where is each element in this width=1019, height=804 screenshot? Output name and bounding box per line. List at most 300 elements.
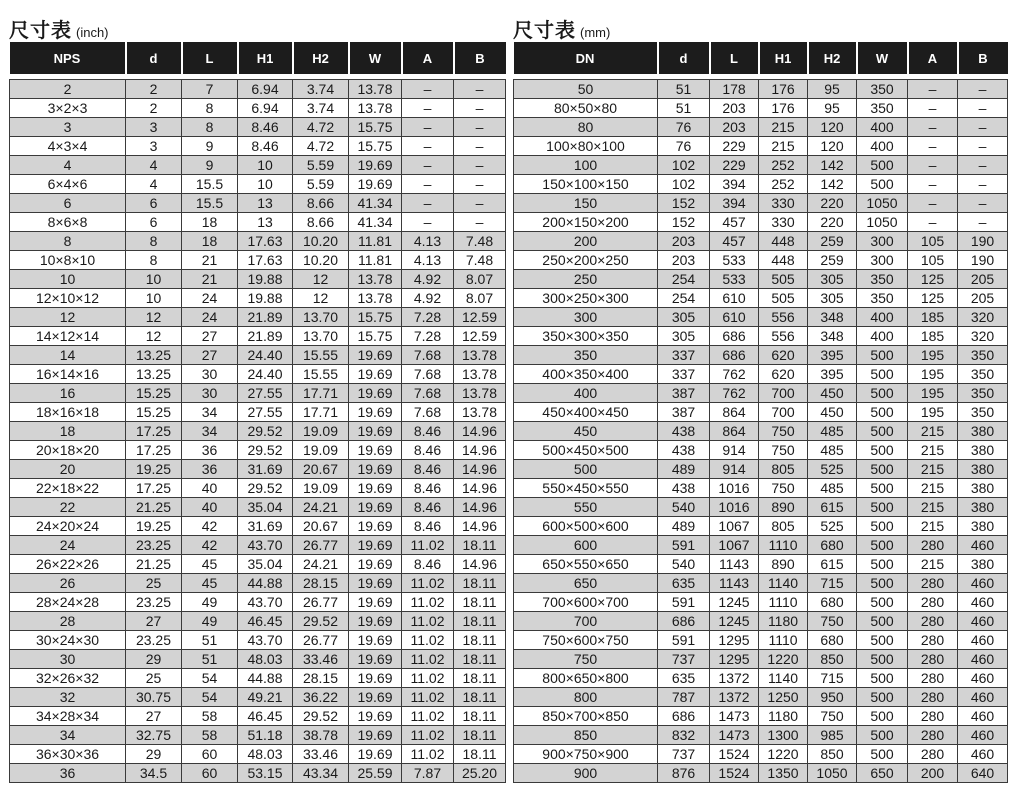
table-cell: 1140	[759, 669, 808, 688]
table-cell: 280	[908, 536, 958, 555]
table-cell: –	[958, 80, 1008, 99]
table-cell: 215	[908, 498, 958, 517]
table-cell: 460	[958, 745, 1008, 764]
table-cell: 1524	[710, 745, 759, 764]
table-cell: 4.92	[402, 270, 454, 289]
table-cell: 3	[10, 118, 126, 137]
table-cell: 12	[126, 308, 182, 327]
table-cell: 6.94	[238, 99, 293, 118]
table-cell: 1250	[759, 688, 808, 707]
table-cell: –	[402, 80, 454, 99]
table-cell: 190	[958, 251, 1008, 270]
table-cell: 102	[658, 156, 710, 175]
table-cell: 12×10×12	[10, 289, 126, 308]
table-row	[514, 745, 1008, 764]
table-cell: 4.92	[402, 289, 454, 308]
table-cell: 686	[658, 612, 710, 631]
table-cell: 11.02	[402, 726, 454, 745]
table-cell: 489	[658, 517, 710, 536]
table-cell: 1372	[710, 688, 759, 707]
table-cell: 125	[908, 289, 958, 308]
table-cell: 29.52	[238, 422, 293, 441]
table-cell: 18.11	[454, 593, 506, 612]
table-cell: 120	[808, 137, 857, 156]
table-cell: 26	[10, 574, 126, 593]
table-cell: 500	[857, 346, 908, 365]
table-row	[10, 631, 506, 650]
table-cell: 1180	[759, 707, 808, 726]
table-cell: 1295	[710, 650, 759, 669]
table-cell: 51	[658, 99, 710, 118]
table-cell: 14.96	[454, 479, 506, 498]
table-cell: 13.25	[126, 365, 182, 384]
table-cell: 19.69	[349, 707, 402, 726]
table-row	[514, 498, 1008, 517]
table-cell: 32.75	[126, 726, 182, 745]
table-cell: 32×26×32	[10, 669, 126, 688]
table-cell: 750	[759, 441, 808, 460]
table-row	[514, 669, 1008, 688]
mm-dimension-table	[513, 42, 1008, 783]
table-cell: 19.69	[349, 612, 402, 631]
table-cell: 337	[658, 346, 710, 365]
table-cell: 12.59	[454, 327, 506, 346]
table-cell: 24	[182, 308, 238, 327]
table-cell: 4	[10, 156, 126, 175]
table-cell: 105	[908, 251, 958, 270]
table-cell: 185	[908, 308, 958, 327]
table-cell: 3.74	[293, 80, 349, 99]
table-cell: 750	[759, 422, 808, 441]
table-cell: 850	[514, 726, 658, 745]
table-cell: 387	[658, 403, 710, 422]
table-cell: 48.03	[238, 650, 293, 669]
table-cell: 14.96	[454, 517, 506, 536]
table-cell: 259	[808, 251, 857, 270]
table-cell: 19.69	[349, 403, 402, 422]
table-cell: 29	[126, 650, 182, 669]
table-cell: 18.11	[454, 536, 506, 555]
table-cell: 35.04	[238, 498, 293, 517]
table-cell: 500	[857, 365, 908, 384]
table-cell: 19.69	[349, 156, 402, 175]
table-cell: 10	[238, 156, 293, 175]
table-cell: 500	[857, 498, 908, 517]
table-cell: 380	[958, 555, 1008, 574]
table-cell: 914	[710, 460, 759, 479]
table-cell: 54	[182, 669, 238, 688]
table-cell: 540	[658, 498, 710, 517]
table-cell: 556	[759, 308, 808, 327]
table-cell: 700	[759, 384, 808, 403]
table-cell: 615	[808, 498, 857, 517]
table-cell: 45	[182, 555, 238, 574]
table-row	[10, 555, 506, 574]
table-cell: 13.78	[349, 99, 402, 118]
table-cell: 350	[514, 346, 658, 365]
table-cell: 715	[808, 574, 857, 593]
table-cell: –	[402, 99, 454, 118]
table-cell: 610	[710, 289, 759, 308]
table-row	[10, 498, 506, 517]
table-cell: 11.02	[402, 707, 454, 726]
table-cell: 300	[514, 308, 658, 327]
table-cell: 190	[958, 232, 1008, 251]
table-cell: 4	[126, 175, 182, 194]
table-cell: –	[454, 118, 506, 137]
table-row	[514, 574, 1008, 593]
table-cell: 7.68	[402, 346, 454, 365]
table-cell: –	[454, 99, 506, 118]
table-cell: 80	[514, 118, 658, 137]
table-cell: 20×18×20	[10, 441, 126, 460]
inch-col-header: B	[454, 42, 506, 74]
table-cell: 8	[10, 232, 126, 251]
table-cell: 34	[182, 422, 238, 441]
table-cell: 591	[658, 631, 710, 650]
table-cell: 525	[808, 460, 857, 479]
table-cell: 142	[808, 156, 857, 175]
table-cell: 24×20×24	[10, 517, 126, 536]
table-cell: 252	[759, 175, 808, 194]
table-cell: 805	[759, 517, 808, 536]
table-cell: 505	[759, 289, 808, 308]
table-cell: 750	[514, 650, 658, 669]
table-cell: 31.69	[238, 517, 293, 536]
table-cell: 500	[857, 441, 908, 460]
table-cell: 19.69	[349, 498, 402, 517]
table-cell: 17.25	[126, 422, 182, 441]
table-cell: 900×750×900	[514, 745, 658, 764]
table-cell: 33.46	[293, 745, 349, 764]
table-cell: 350	[857, 99, 908, 118]
table-row	[514, 612, 1008, 631]
table-row	[10, 175, 506, 194]
table-cell: –	[908, 137, 958, 156]
table-cell: 15.5	[182, 175, 238, 194]
table-cell: 750×600×750	[514, 631, 658, 650]
table-cell: 42	[182, 536, 238, 555]
table-cell: 11.81	[349, 232, 402, 251]
table-cell: 7.68	[402, 403, 454, 422]
table-cell: 30.75	[126, 688, 182, 707]
table-cell: 305	[658, 327, 710, 346]
table-cell: 18	[10, 422, 126, 441]
table-cell: 300×250×300	[514, 289, 658, 308]
table-cell: 4.13	[402, 251, 454, 270]
table-cell: 19.69	[349, 422, 402, 441]
table-cell: –	[908, 213, 958, 232]
table-cell: 280	[908, 574, 958, 593]
table-cell: –	[958, 118, 1008, 137]
table-cell: 400	[857, 118, 908, 137]
table-cell: 250×200×250	[514, 251, 658, 270]
mm-col-header: A	[908, 42, 958, 74]
table-cell: 8.46	[402, 498, 454, 517]
table-cell: 41.34	[349, 194, 402, 213]
table-cell: 13	[238, 194, 293, 213]
inch-col-header: H2	[293, 42, 349, 74]
table-row	[10, 612, 506, 631]
table-cell: –	[908, 156, 958, 175]
table-cell: 600×500×600	[514, 517, 658, 536]
table-cell: 13	[238, 213, 293, 232]
mm-table-title	[513, 0, 1008, 42]
table-cell: 1050	[857, 213, 908, 232]
table-cell: 26.77	[293, 593, 349, 612]
table-cell: 142	[808, 175, 857, 194]
table-cell: 21.89	[238, 327, 293, 346]
table-cell: 13.78	[454, 346, 506, 365]
table-cell: 1300	[759, 726, 808, 745]
table-cell: 864	[710, 422, 759, 441]
table-cell: 19.25	[126, 517, 182, 536]
table-row	[10, 80, 506, 99]
table-cell: 500	[857, 555, 908, 574]
inch-table-body	[10, 74, 506, 783]
table-cell: 650	[857, 764, 908, 783]
table-cell: –	[958, 194, 1008, 213]
table-cell: 30	[182, 365, 238, 384]
table-cell: 1050	[808, 764, 857, 783]
table-cell: 11.02	[402, 688, 454, 707]
table-row	[10, 194, 506, 213]
table-cell: 450	[808, 384, 857, 403]
table-row	[10, 479, 506, 498]
table-cell: 300	[857, 232, 908, 251]
table-cell: 152	[658, 194, 710, 213]
table-cell: 26.77	[293, 631, 349, 650]
table-cell: 5.59	[293, 175, 349, 194]
table-cell: 26.77	[293, 536, 349, 555]
table-row	[10, 384, 506, 403]
table-cell: 203	[710, 99, 759, 118]
table-cell: 8.07	[454, 270, 506, 289]
table-cell: 7.28	[402, 308, 454, 327]
table-row	[514, 688, 1008, 707]
table-cell: 18×16×18	[10, 403, 126, 422]
table-cell: 19.69	[349, 555, 402, 574]
table-cell: 448	[759, 251, 808, 270]
table-cell: 16×14×16	[10, 365, 126, 384]
table-row	[10, 460, 506, 479]
table-cell: 34×28×34	[10, 707, 126, 726]
table-cell: 876	[658, 764, 710, 783]
table-cell: 635	[658, 574, 710, 593]
table-cell: 51	[182, 631, 238, 650]
inch-col-header: H1	[238, 42, 293, 74]
table-row	[10, 669, 506, 688]
table-cell: 4.72	[293, 118, 349, 137]
table-row	[514, 137, 1008, 156]
table-cell: 350	[958, 384, 1008, 403]
inch-dimension-section	[9, 0, 506, 783]
table-cell: 890	[759, 555, 808, 574]
table-cell: 17.63	[238, 251, 293, 270]
table-row	[514, 536, 1008, 555]
table-cell: 80×50×80	[514, 99, 658, 118]
table-row	[514, 308, 1008, 327]
table-cell: 280	[908, 707, 958, 726]
table-cell: 215	[908, 479, 958, 498]
inch-col-header: d	[126, 42, 182, 74]
table-cell: 500	[857, 403, 908, 422]
table-cell: 914	[710, 441, 759, 460]
table-cell: 457	[710, 213, 759, 232]
table-cell: 8.46	[402, 479, 454, 498]
table-cell: 8×6×8	[10, 213, 126, 232]
table-cell: –	[908, 99, 958, 118]
table-cell: 11.81	[349, 251, 402, 270]
table-cell: 100	[514, 156, 658, 175]
table-cell: 1372	[710, 669, 759, 688]
table-cell: 890	[759, 498, 808, 517]
table-cell: 460	[958, 726, 1008, 745]
table-cell: 650×550×650	[514, 555, 658, 574]
table-cell: 591	[658, 536, 710, 555]
table-row	[514, 460, 1008, 479]
table-cell: 8.46	[402, 422, 454, 441]
mm-col-header: H2	[808, 42, 857, 74]
table-cell: 54	[182, 688, 238, 707]
table-cell: 200	[514, 232, 658, 251]
table-cell: 620	[759, 365, 808, 384]
table-cell: 4×3×4	[10, 137, 126, 156]
table-cell: 330	[759, 194, 808, 213]
table-cell: 40	[182, 498, 238, 517]
table-cell: 380	[958, 517, 1008, 536]
table-cell: 150	[514, 194, 658, 213]
table-cell: 7	[182, 80, 238, 99]
table-cell: 2	[10, 80, 126, 99]
table-cell: 8.46	[238, 118, 293, 137]
table-row	[10, 308, 506, 327]
table-cell: 100×80×100	[514, 137, 658, 156]
table-cell: 3×2×3	[10, 99, 126, 118]
table-cell: 500	[857, 422, 908, 441]
table-cell: 22×18×22	[10, 479, 126, 498]
table-cell: 3.74	[293, 99, 349, 118]
table-cell: 18.11	[454, 574, 506, 593]
table-cell: 254	[658, 270, 710, 289]
table-cell: 380	[958, 498, 1008, 517]
table-cell: 29.52	[238, 479, 293, 498]
table-cell: 12	[126, 327, 182, 346]
table-cell: 280	[908, 688, 958, 707]
table-cell: 19.69	[349, 441, 402, 460]
table-cell: 8.46	[402, 517, 454, 536]
table-row	[10, 327, 506, 346]
table-cell: 259	[808, 232, 857, 251]
table-cell: 500	[857, 726, 908, 745]
table-cell: 7.68	[402, 365, 454, 384]
table-cell: –	[454, 137, 506, 156]
inch-col-header: L	[182, 42, 238, 74]
mm-col-header: H1	[759, 42, 808, 74]
table-row	[10, 517, 506, 536]
table-cell: 1245	[710, 612, 759, 631]
table-row	[514, 650, 1008, 669]
table-row	[514, 270, 1008, 289]
table-cell: 18.11	[454, 688, 506, 707]
table-cell: 23.25	[126, 536, 182, 555]
table-row	[514, 384, 1008, 403]
table-cell: 7.28	[402, 327, 454, 346]
table-cell: 3	[126, 137, 182, 156]
table-cell: 36	[182, 441, 238, 460]
table-row	[514, 631, 1008, 650]
table-cell: 17.25	[126, 479, 182, 498]
table-cell: 1140	[759, 574, 808, 593]
table-cell: 640	[958, 764, 1008, 783]
table-row	[514, 365, 1008, 384]
table-cell: 42	[182, 517, 238, 536]
table-cell: 750	[808, 612, 857, 631]
table-cell: 460	[958, 688, 1008, 707]
table-cell: 394	[710, 194, 759, 213]
table-cell: 15.5	[182, 194, 238, 213]
table-cell: 254	[658, 289, 710, 308]
table-cell: 762	[710, 365, 759, 384]
table-cell: 205	[958, 270, 1008, 289]
mm-col-header: L	[710, 42, 759, 74]
table-cell: 500	[857, 650, 908, 669]
table-cell: 500	[857, 707, 908, 726]
table-cell: 195	[908, 346, 958, 365]
table-cell: 24.21	[293, 555, 349, 574]
table-cell: 4.72	[293, 137, 349, 156]
table-cell: 680	[808, 536, 857, 555]
table-cell: 533	[710, 251, 759, 270]
table-cell: 11.02	[402, 612, 454, 631]
table-cell: 220	[808, 213, 857, 232]
table-row	[514, 346, 1008, 365]
table-cell: 700	[514, 612, 658, 631]
table-cell: 43.70	[238, 631, 293, 650]
table-cell: 24.21	[293, 498, 349, 517]
mm-table-body	[514, 74, 1008, 783]
table-row	[10, 270, 506, 289]
table-cell: 18.11	[454, 745, 506, 764]
table-cell: 305	[808, 270, 857, 289]
table-cell: 400	[857, 327, 908, 346]
table-cell: 280	[908, 745, 958, 764]
table-cell: 850×700×850	[514, 707, 658, 726]
table-cell: 805	[759, 460, 808, 479]
table-cell: –	[908, 118, 958, 137]
table-cell: 460	[958, 612, 1008, 631]
table-row	[10, 289, 506, 308]
table-cell: 252	[759, 156, 808, 175]
table-cell: 438	[658, 441, 710, 460]
table-cell: 45	[182, 574, 238, 593]
table-cell: 44.88	[238, 574, 293, 593]
table-cell: 43.70	[238, 536, 293, 555]
table-cell: 51	[658, 80, 710, 99]
table-cell: 15.55	[293, 346, 349, 365]
table-cell: 700	[759, 403, 808, 422]
table-row	[514, 156, 1008, 175]
table-cell: 13.78	[349, 80, 402, 99]
table-cell: 320	[958, 308, 1008, 327]
table-cell: –	[958, 175, 1008, 194]
table-cell: 348	[808, 327, 857, 346]
table-cell: 505	[759, 270, 808, 289]
table-cell: 387	[658, 384, 710, 403]
table-cell: 12	[293, 289, 349, 308]
table-cell: 500	[857, 574, 908, 593]
table-cell: 25	[126, 669, 182, 688]
